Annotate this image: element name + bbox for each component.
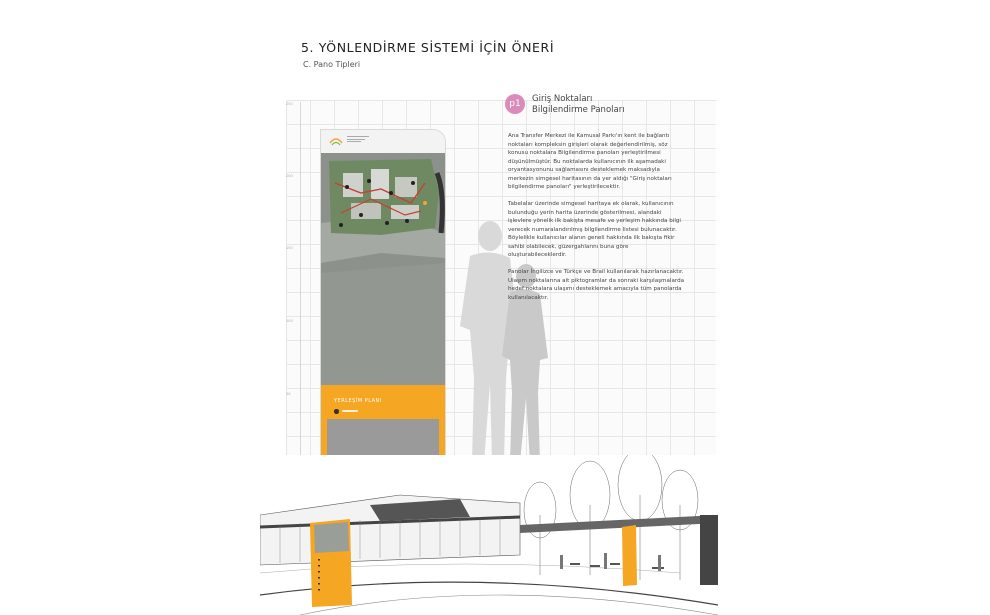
plan-heading: YERLEŞİM PLANI xyxy=(334,398,382,404)
you-are-here-marker xyxy=(334,409,358,414)
ruler-tick: 150 xyxy=(286,246,293,250)
panel-title-line-1: Giriş Noktaları xyxy=(532,94,593,104)
panel-title xyxy=(532,94,625,116)
panel-title-line-2: Bilgilendirme Panoları xyxy=(532,105,625,115)
paragraph: Tabelalar üzerinde simgesel haritaya ek olarak, kullanıcının bulunduğu yerin harita üzerinde gösterilmesi, alandaki işlevlere yönelik ilk bakışta mesafe ve yerleşim hakkında bilgi verecek numaralandırılmış bilgilendirme listesi bulunacaktır. Böylelikle kullanıcılar alanın geneli hakkında ilk bakışta fikir sahibi olabilecek, güzergahlarını buna göre oluşturabileceklerdir. xyxy=(508,201,681,258)
logo-icon xyxy=(329,135,343,147)
paragraph: Panolar İngilizce ve Türkçe ve Brail kullanılarak hazırlanacaktır. Ulaşım noktalarına ait piktogramlar da sonraki karşılaşmalarda hedef noktalara ulaşımı desteklemek amacıyla tüm panolarda kullanılacaktır. xyxy=(508,269,685,301)
perspective-illustration xyxy=(260,455,718,615)
info-sign-panel xyxy=(321,130,445,467)
ruler-tick: 250 xyxy=(286,102,293,106)
vertical-ruler xyxy=(286,102,304,464)
site-map xyxy=(321,153,445,385)
panel-type-badge: p1 xyxy=(505,94,525,114)
sign-header xyxy=(321,130,445,153)
logo-text-lines xyxy=(347,136,369,142)
paragraph: Ana Transfer Merkezi ile Kamusal Parkı'ın kent ile bağlantı noktaları kompleksin girişleri olarak değerlendirilmiş, söz konusu noktalara Bilgilendirme panoları yerleştirilmesi düşünülmüştür. Bu noktalarda kullanıcının ilk aşamadaki oryantasyonunu sağlamasını desteklemek maksadıyla merkezin simgesel haritasının da yer aldığı "Giriş noktaları bilgilendirme panoları" yerleştirilecektir. xyxy=(508,133,672,190)
page-subtitle: C. Pano Tipleri xyxy=(303,60,361,69)
ruler-tick: 50 xyxy=(286,392,291,396)
ruler-tick: 100 xyxy=(286,319,293,323)
ruler-tick: 200 xyxy=(286,174,293,178)
page-title: 5. YÖNLENDİRME SİSTEMİ İÇİN ÖNERİ xyxy=(301,40,555,55)
description-text xyxy=(508,132,686,311)
